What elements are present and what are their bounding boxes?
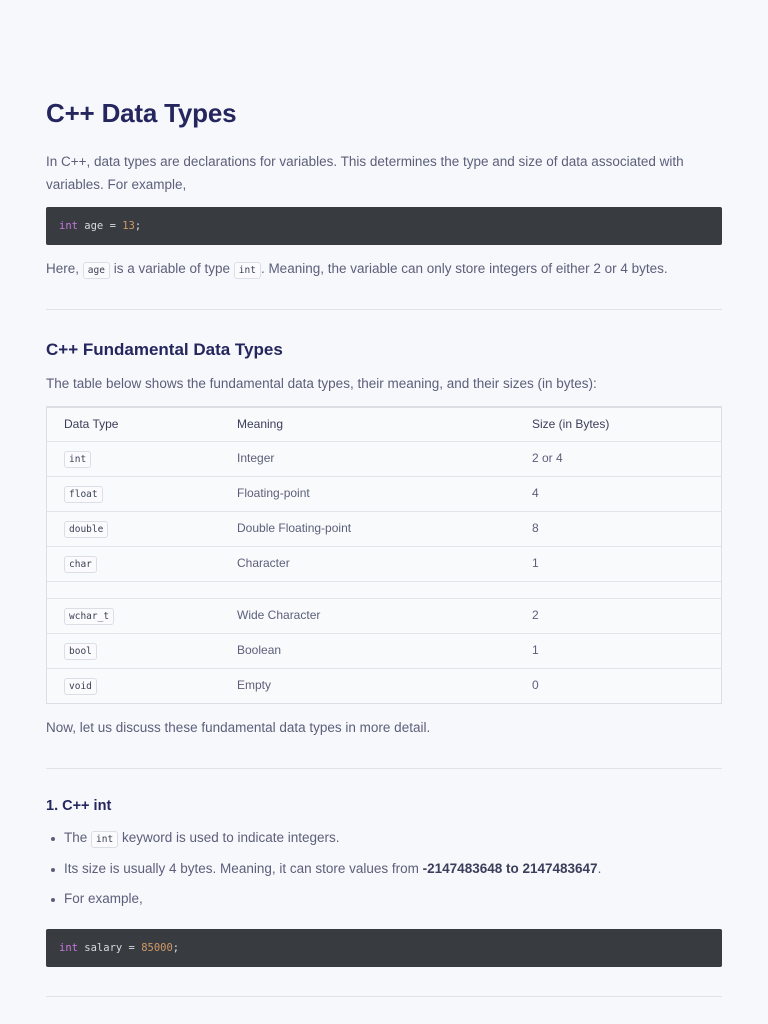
type-meaning: Wide Character (237, 608, 321, 622)
type-code: int (64, 451, 91, 468)
code-end: ; (134, 220, 142, 232)
type-meaning: Character (237, 556, 290, 570)
table-description: The table below shows the fundamental data types, their meaning, and their sizes (in bytes): (46, 376, 597, 391)
type-meaning: Integer (237, 451, 275, 465)
table-row (47, 634, 721, 669)
data-types-table (46, 406, 722, 704)
type-meaning: Empty (237, 678, 272, 692)
header-data-type: Data Type (64, 417, 119, 431)
divider (46, 309, 722, 310)
header-meaning: Meaning (237, 417, 284, 431)
type-code: void (64, 678, 97, 695)
inline-code-age: age (83, 262, 110, 279)
table-row (47, 442, 721, 477)
int-section-title: 1. C++ int (46, 798, 112, 814)
code-block-salary (46, 929, 722, 967)
type-size: 2 or 4 (532, 451, 563, 465)
inline-code-int: int (91, 831, 118, 848)
code-text: age = (77, 220, 123, 232)
intro-paragraph: In C++, data types are declarations for variables. This determines the type and size of data associated with variables. For example, (46, 154, 684, 192)
table-spacer-row (47, 582, 721, 599)
inline-code-int: int (234, 262, 261, 279)
type-size: 8 (532, 521, 539, 535)
list-item: The int keyword is used to indicate integers. (46, 828, 601, 848)
code-block-age (46, 207, 722, 245)
type-meaning: Boolean (237, 643, 282, 657)
type-code: float (64, 486, 103, 503)
divider (46, 768, 722, 769)
type-meaning: Double Floating-point (237, 521, 352, 535)
code-end: ; (172, 942, 180, 954)
divider (46, 996, 722, 997)
code-keyword: int (59, 220, 78, 232)
table-row (47, 599, 721, 634)
header-size: Size (in Bytes) (532, 417, 610, 431)
explain-paragraph: Here, age is a variable of type int . Meaning, the variable can only store integers of either 2 or 4 bytes. (46, 257, 726, 280)
table-row (47, 512, 721, 547)
table-row (47, 547, 721, 582)
list-item: Its size is usually 4 bytes. Meaning, it can store values from -2147483648 to 2147483647. (46, 859, 601, 879)
table-header-row (47, 408, 721, 442)
type-code: double (64, 521, 108, 538)
type-code: char (64, 556, 97, 573)
code-number: 85000 (141, 942, 173, 954)
type-code: wchar_t (64, 608, 114, 625)
list-item: For example, (46, 889, 601, 909)
type-size: 0 (532, 678, 539, 692)
int-bullet-list (46, 828, 601, 920)
code-keyword: int (59, 942, 78, 954)
code-number: 13 (122, 220, 135, 232)
table-row (47, 669, 721, 703)
type-meaning: Floating-point (237, 486, 310, 500)
int-range: -2147483648 to 2147483647 (422, 860, 598, 876)
page-title: C++ Data Types (46, 98, 237, 128)
section-title: C++ Fundamental Data Types (46, 340, 283, 359)
type-size: 1 (532, 556, 539, 570)
code-text: salary = (77, 942, 142, 954)
table-row (47, 477, 721, 512)
type-size: 4 (532, 486, 539, 500)
type-size: 2 (532, 608, 539, 622)
type-code: bool (64, 643, 97, 660)
discuss-paragraph: Now, let us discuss these fundamental data types in more detail. (46, 720, 431, 735)
type-size: 1 (532, 643, 539, 657)
